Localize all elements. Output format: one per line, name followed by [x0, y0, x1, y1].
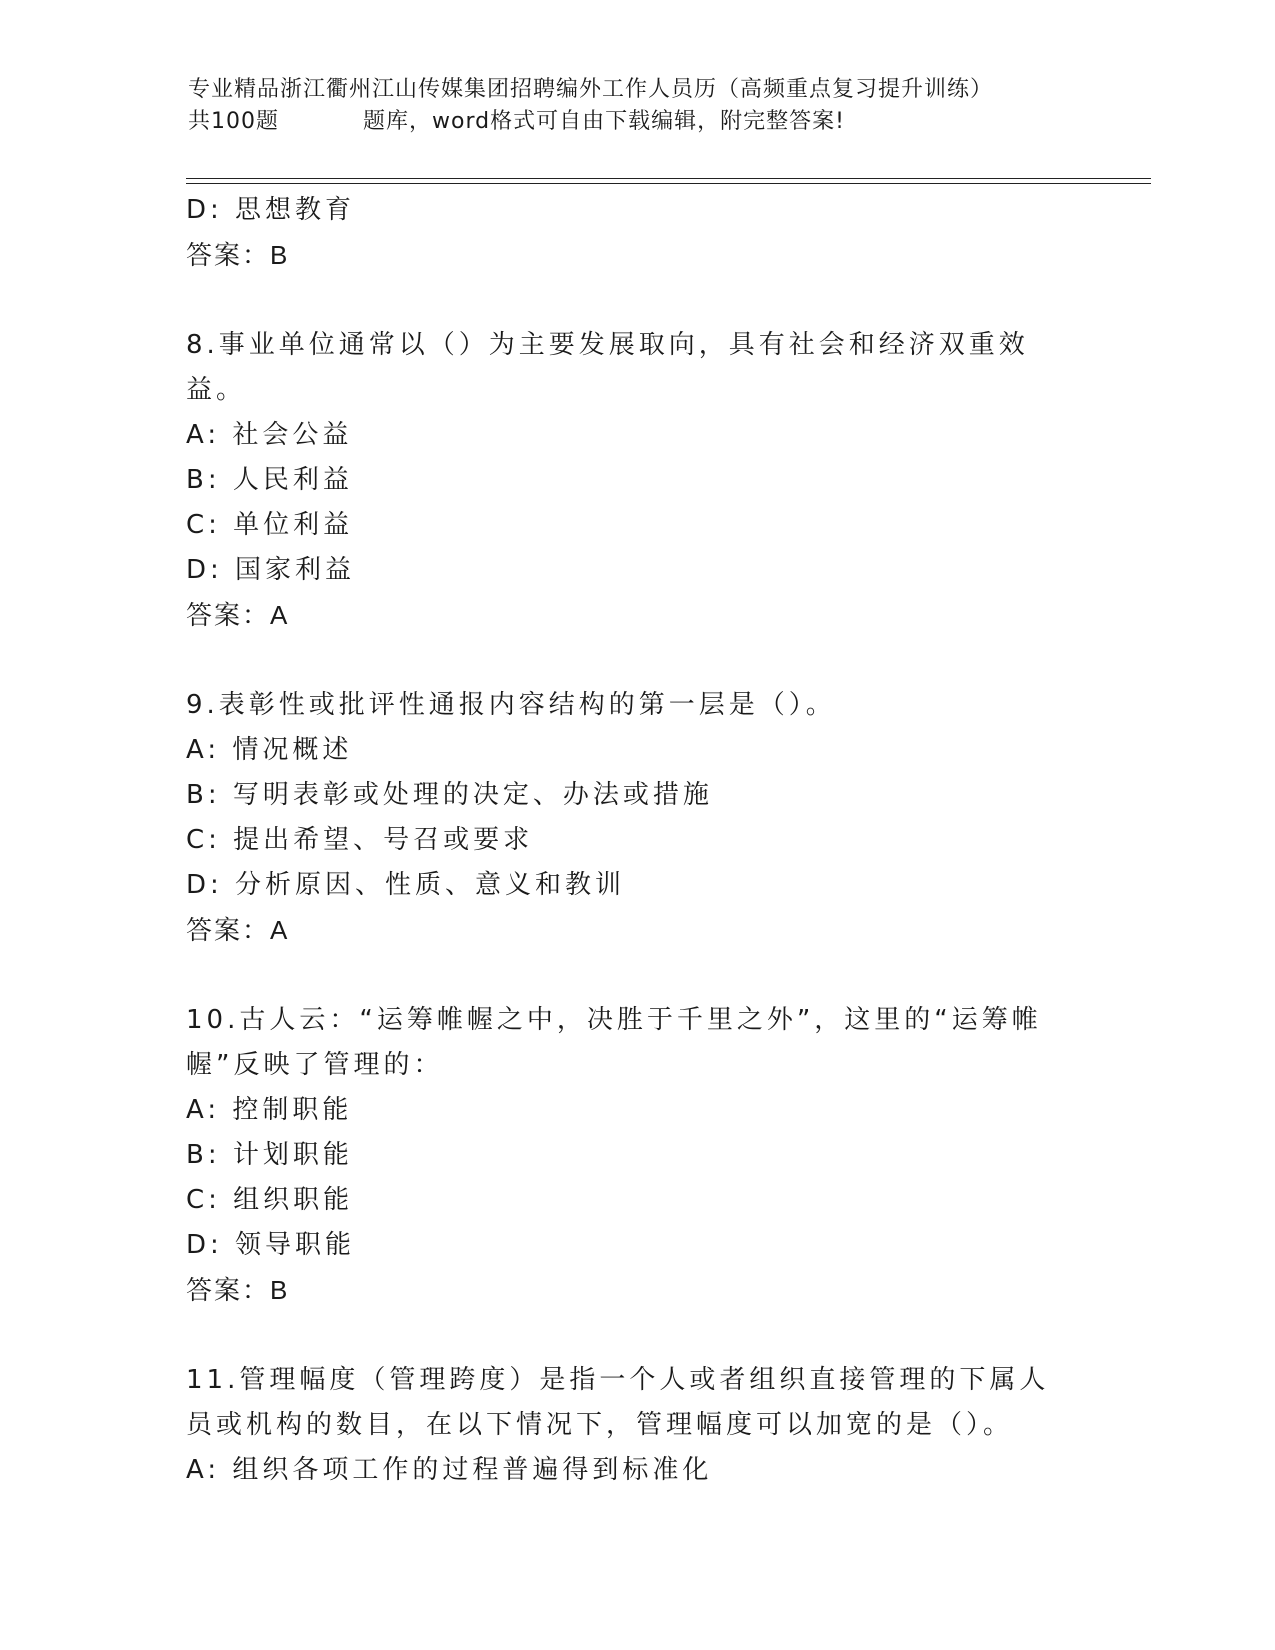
option-b: B: 计划职能	[186, 1140, 353, 1170]
option-d: D: 国家利益	[186, 555, 356, 585]
answer: 答案：A	[186, 600, 290, 630]
question-stem: 10.古人云：“运筹帷幄之中，决胜于千里之外”，这里的“运筹帷幄”反映了管理的：	[186, 1005, 1042, 1080]
question-10	[186, 998, 1086, 1313]
option-a: A: 组织各项工作的过程普遍得到标准化	[186, 1455, 713, 1485]
question-9	[186, 683, 1086, 953]
option-d: D: 分析原因、性质、意义和教训	[186, 870, 626, 900]
answer: 答案：A	[186, 915, 290, 945]
option-a: A: 社会公益	[186, 420, 353, 450]
question-stem: 8.事业单位通常以（）为主要发展取向，具有社会和经济双重效益。	[186, 330, 1029, 405]
question-list	[186, 188, 1086, 1493]
option-c: C: 单位利益	[186, 510, 354, 540]
header-question-count: 共100题	[188, 109, 279, 134]
option-d: D: 领导职能	[186, 1230, 356, 1260]
answer: 答案：B	[186, 240, 290, 270]
option-b: B: 写明表彰或处理的决定、办法或措施	[186, 780, 713, 810]
option-a: A: 控制职能	[186, 1095, 353, 1125]
header-description: 题库，word格式可自由下载编辑，附完整答案!	[363, 109, 845, 134]
answer: 答案：B	[186, 1275, 290, 1305]
option-d: D: 思想教育	[186, 195, 356, 225]
option-a: A: 情况概述	[186, 735, 353, 765]
document-header	[188, 74, 1088, 138]
question-7-continued	[186, 188, 1086, 278]
header-divider-bottom	[186, 183, 1151, 184]
question-stem: 11.管理幅度（管理跨度）是指一个人或者组织直接管理的下属人员或机构的数目，在以下情况下，管理幅度可以加宽的是（）。	[186, 1365, 1050, 1440]
question-11	[186, 1358, 1086, 1493]
option-b: B: 人民利益	[186, 465, 353, 495]
option-c: C: 提出希望、号召或要求	[186, 825, 534, 855]
header-divider-top	[186, 178, 1151, 179]
header-subtitle	[188, 106, 1088, 138]
header-title: 专业精品浙江衢州江山传媒集团招聘编外工作人员历（高频重点复习提升训练）	[188, 77, 994, 102]
question-stem: 9.表彰性或批评性通报内容结构的第一层是（）。	[186, 690, 836, 720]
question-8	[186, 323, 1086, 638]
option-c: C: 组织职能	[186, 1185, 354, 1215]
